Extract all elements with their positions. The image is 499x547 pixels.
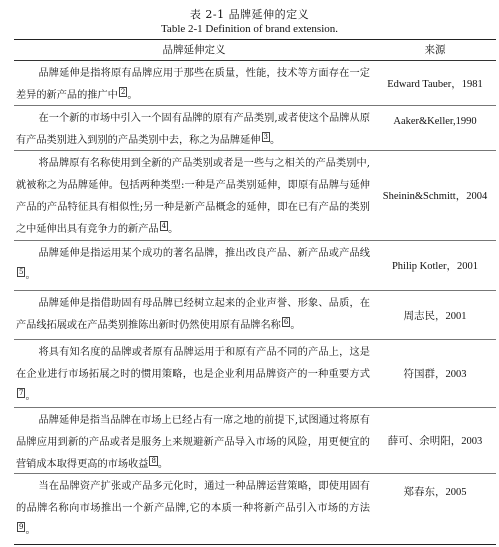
definition-tail: 。 — [290, 320, 301, 331]
citation-marker[interactable]: 3 — [263, 132, 268, 141]
definition-tail: 。 — [127, 90, 138, 101]
definition-text: 品牌延伸是指将原有品牌应用于那些在质量，性能，技术等方面存在一定差异的新产品的推广中 — [16, 68, 370, 101]
source-cell: Edward Tauber，1981 — [387, 78, 483, 90]
source-cell: 郑春东，2005 — [403, 487, 467, 498]
definition-tail: 。 — [269, 135, 281, 146]
definition-text: 在一个新的市场中引入一个固有品牌的原有产品类别,或者使这个品牌从原有产品类别进入到别的产品类别中去，称之为品牌延伸 — [16, 113, 370, 146]
citation-marker[interactable]: 4 — [161, 221, 167, 230]
definition-tail: 。 — [168, 224, 179, 235]
table-header-row — [14, 40, 496, 61]
table-row — [14, 340, 496, 408]
definition-tail: 。 — [25, 270, 36, 281]
definition-text: 将品牌原有名称使用到全新的产品类别或者是一些与之相关的产品类别中,就被称之为品牌延伸。包括两种类型:一种是产品类别延伸，即原有品牌与延伸产品的产品特征具有相似性;另一种是新产品概念的延伸，即在已有产品的类别之中延伸出具有竞争力的新产品 — [16, 158, 370, 235]
citation-marker[interactable]: 7 — [19, 388, 24, 397]
definition-cell — [14, 151, 374, 240]
table-row — [14, 291, 496, 340]
table-caption-chinese: 表 2-1 品牌延伸的定义 — [189, 8, 310, 21]
definition-cell — [14, 474, 374, 544]
header-source: 来源 — [424, 44, 446, 56]
source-cell: Aaker&Keller,1990 — [393, 116, 477, 127]
citation-marker[interactable]: 2 — [120, 87, 126, 96]
definition-text: 将具有知名度的品牌或者原有品牌运用于和原有产品不同的产品上，这是在企业进行市场拓展之时的惯用策略，也是企业利用品牌资产的一种重要方式 — [16, 347, 370, 380]
definition-cell — [14, 408, 374, 473]
source-cell: Sheinin&Schmitt，2004 — [382, 191, 488, 202]
definition-table — [14, 39, 496, 545]
header-definition: 品牌延伸定义 — [162, 44, 226, 56]
source-cell: 薛可、余明阳，2003 — [387, 436, 483, 447]
definition-tail: 。 — [157, 459, 169, 470]
definition-text: 品牌延伸是指借助固有母品牌已经树立起来的企业声誉、形象、品质，在产品线拓展或在产品类别推陈出新时仍然使用原有品牌名称 — [16, 298, 370, 331]
citation-marker[interactable]: 5 — [19, 267, 24, 276]
source-cell: 周志民，2001 — [403, 310, 467, 322]
source-cell: Philip Kotler，2001 — [391, 261, 479, 272]
table-row — [14, 106, 496, 151]
definition-text: 当在品牌资产扩张或产品多元化时，通过一种品牌运营策略，即使用固有的品牌名称向市场推出一个新产品牌,它的本质一种将新产品引入市场的方法 — [16, 481, 370, 514]
citation-marker[interactable]: 6 — [283, 317, 289, 326]
citation-marker[interactable]: 9 — [19, 522, 24, 531]
source-cell: 符国群，2003 — [403, 369, 467, 380]
table-row — [14, 61, 496, 106]
definition-cell — [14, 291, 374, 339]
definition-tail: 。 — [25, 525, 36, 536]
definition-text: 品牌延伸是指当品牌在市场上已经占有一席之地的前提下,试图通过将原有品牌应用到新的产品或者是服务上来规避新产品导入市场的风险，用更便宜的营销成本取得更高的市场收益 — [16, 415, 370, 470]
table-row — [14, 241, 496, 291]
table-row — [14, 151, 496, 241]
definition-cell — [14, 241, 374, 290]
citation-marker[interactable]: 8 — [151, 456, 156, 465]
table-row — [14, 474, 496, 544]
table-row — [14, 408, 496, 474]
definition-cell — [14, 61, 374, 105]
table-caption-english: Table 2-1 Definition of brand extension. — [160, 23, 338, 35]
definition-cell — [14, 106, 374, 150]
definition-tail: 。 — [25, 391, 36, 402]
definition-cell — [14, 340, 374, 407]
definition-text: 品牌延伸是指运用某个成功的著名品牌，推出改良产品、新产品或产品线 — [38, 248, 370, 259]
